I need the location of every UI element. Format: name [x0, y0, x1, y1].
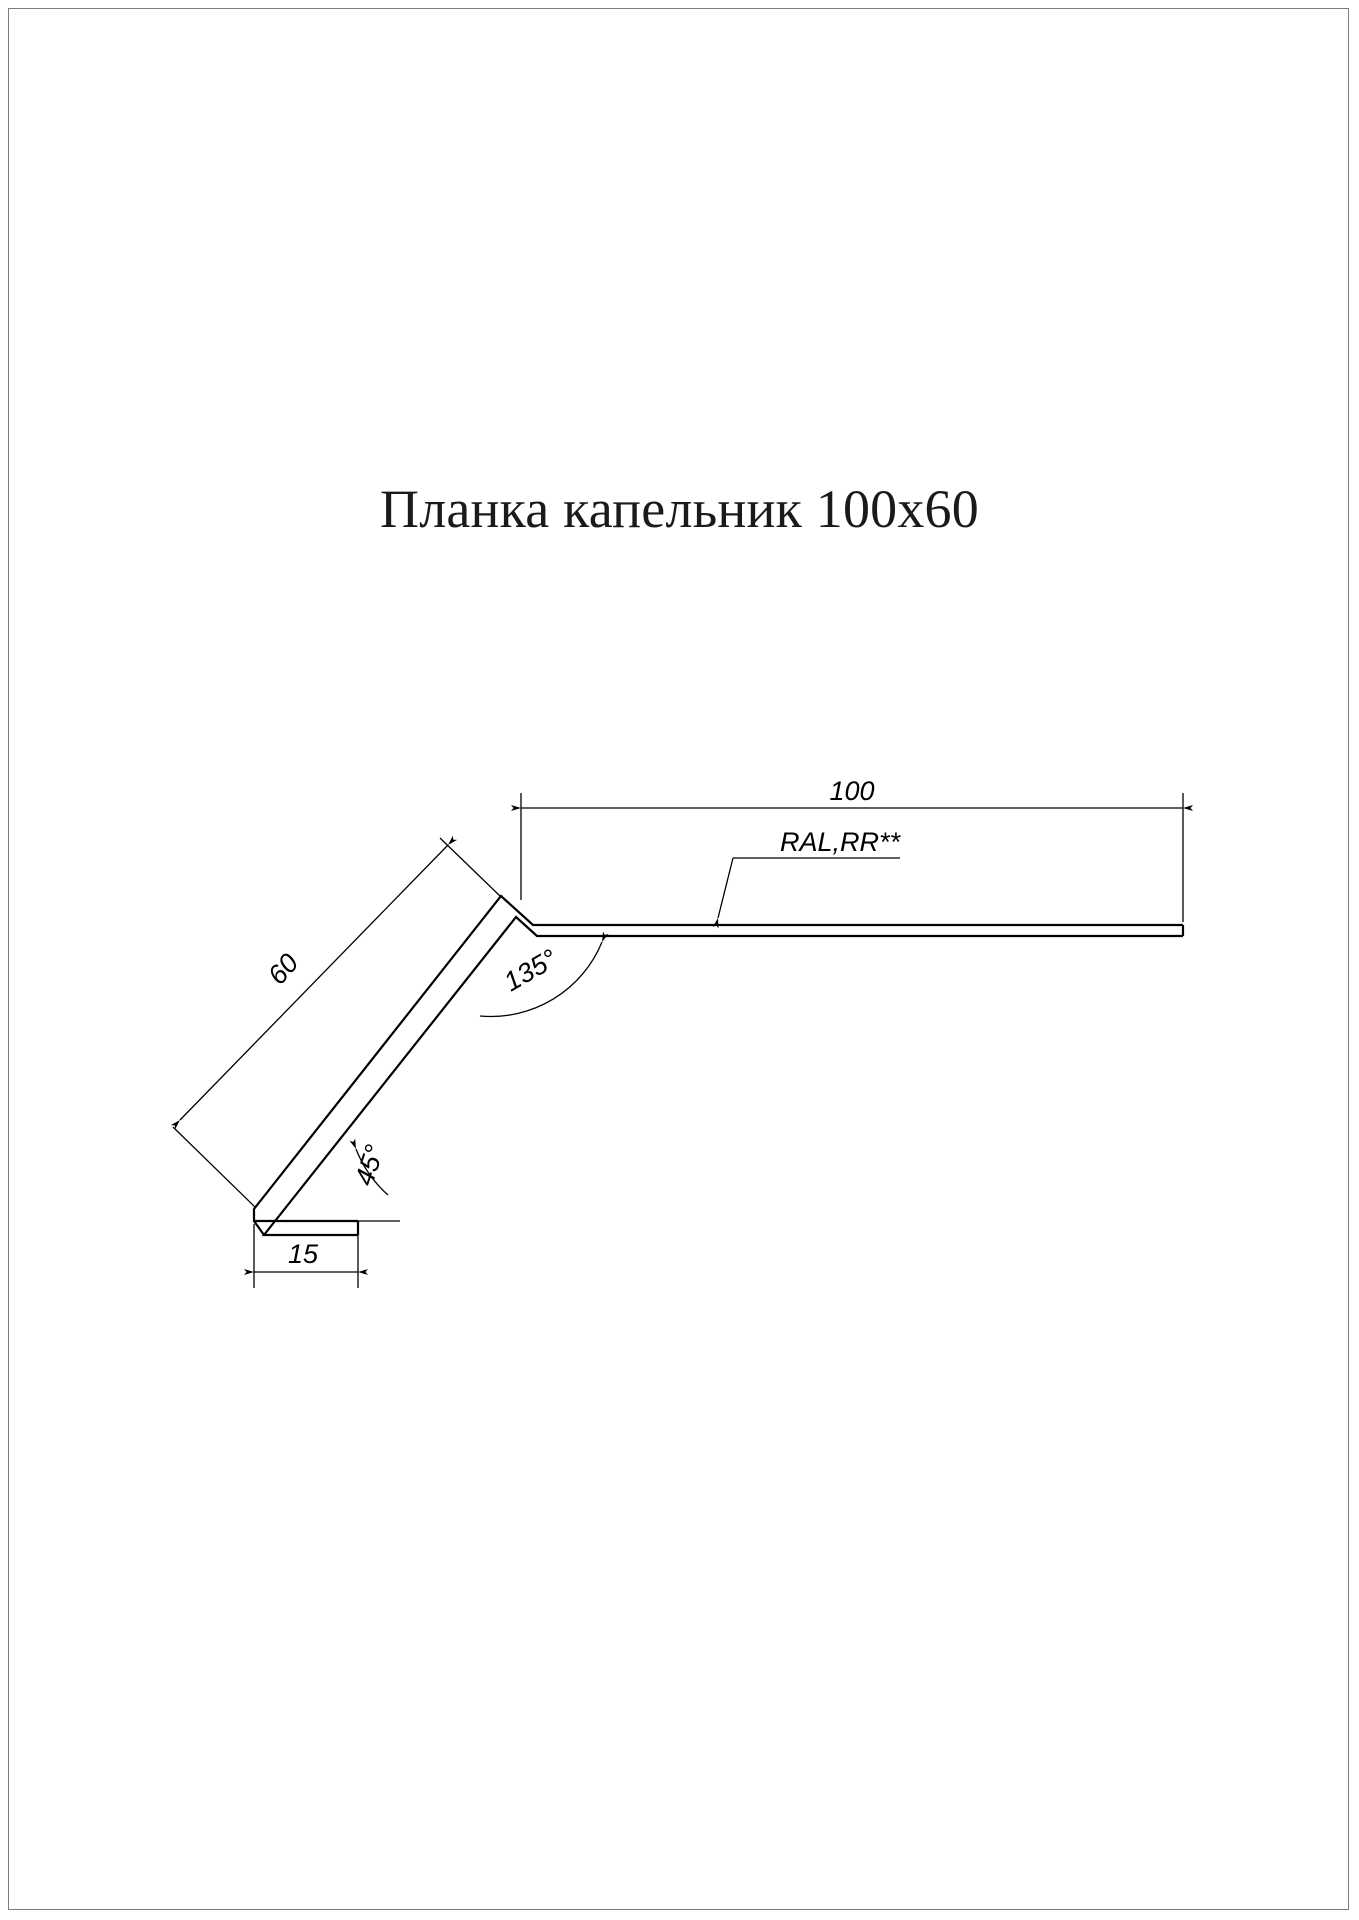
coating-callout-label: RAL,RR**	[779, 827, 901, 857]
dimension-label-slope-length: 60	[262, 947, 305, 991]
profile-outline	[254, 896, 1183, 1235]
coating-callout-leader	[718, 858, 900, 918]
dimension-label-bottom-flange: 15	[287, 1239, 319, 1269]
page-title: Планка капельник 100х60	[380, 479, 979, 539]
dimension-slope-length	[173, 838, 500, 1208]
dimension-label-top-width: 100	[829, 776, 875, 806]
angle-label-lower: 45°	[348, 1141, 391, 1190]
angle-label-upper: 135°	[498, 943, 563, 998]
